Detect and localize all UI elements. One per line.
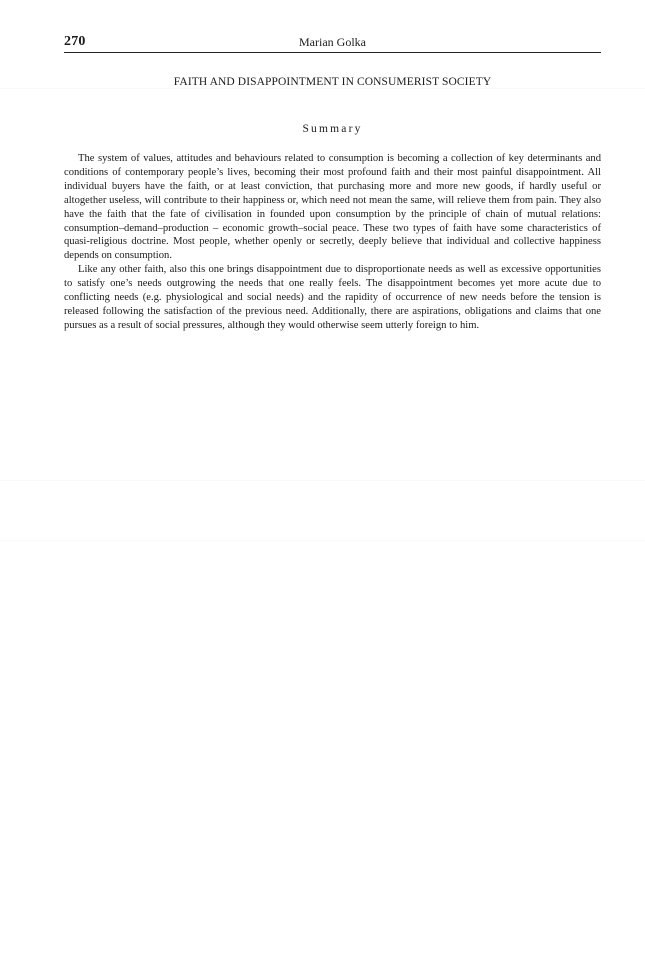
show-through-line: [0, 480, 645, 481]
summary-heading: Summary: [302, 123, 363, 135]
show-through-line: [0, 88, 645, 89]
summary-body: [64, 152, 601, 333]
article-title: FAITH AND DISAPPOINTMENT IN CONSUMERIST SOCIETY: [173, 76, 492, 88]
summary-paragraph: Like any other faith, also this one brings disappointment due to disproportionate needs as well as excessive opportunities to satisfy one’s needs outgrowing the needs that one really feels. The disappointment becomes yet more acute due to conflicting needs (e.g. physiological and social needs) and the rapidity of occurrence of new needs before the tension is released following the satisfaction of the previous need. Additionally, there are aspirations, obligations and claims that one pursues as a result of social pressures, although they would otherwise seem utterly foreign to him.: [64, 264, 601, 331]
summary-paragraph: The system of values, attitudes and behaviours related to consumption is becoming a collection of key determinants and conditions of contemporary people’s lives, becoming their most profound faith and their most painful disappointment. All individual buyers have the faith, or at least conviction, that purchasing more and more new goods, if hardly useful or altogether useless, will contribute to their happiness or, which need not mean the same, will relieve them from pain. They also have the faith that the fate of civilisation in founded upon consumption by the principle of chain of mutual relations: consumption–demand–production – economic growth–social peace. These two types of faith have some characteristics of quasi-religious doctrine. Most people, whether openly or secretly, deeply believe that individual and collective happiness depends on consumption.: [64, 153, 601, 262]
running-head: [64, 34, 601, 53]
running-head-author: Marian Golka: [299, 35, 366, 49]
page-number: 270: [64, 34, 86, 49]
show-through-line: [0, 540, 645, 541]
